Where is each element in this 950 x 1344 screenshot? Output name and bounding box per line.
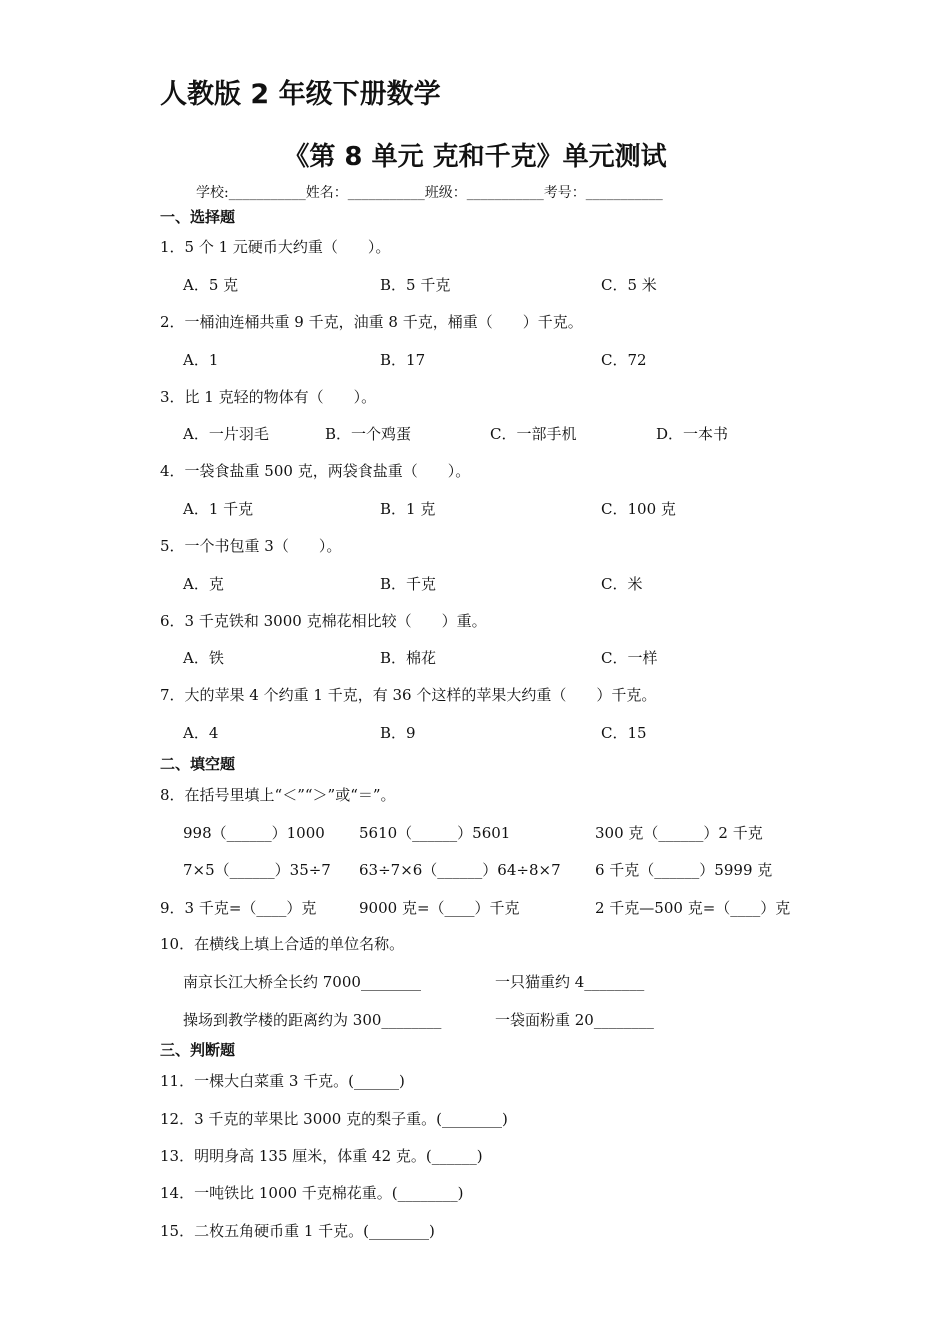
question-3: 3．比 1 克轻的物体有（ ）。 [160,388,377,406]
q6-option-c: C．一样 [601,649,658,667]
question-14: 14．一吨铁比 1000 千克棉花重。(________) [160,1184,464,1202]
q1-option-c: C．5 米 [601,276,657,294]
unit-test-title: 《第 8 单元 克和千克》单元测试 [283,142,667,172]
question-10: 10．在横线上填上合适的单位名称。 [160,935,405,953]
q2-option-a: A．1 [183,351,219,369]
question-13: 13．明明身高 135 厘米，体重 42 克。(______) [160,1147,483,1165]
q10-item-4: 一袋面粉重 20________ [495,1011,654,1029]
section-heading-fill: 二、填空题 [160,755,236,773]
q7-option-a: A．4 [183,724,219,742]
q5-option-b: B．千克 [380,575,437,593]
question-12: 12．3 千克的苹果比 3000 克的梨子重。(________) [160,1110,508,1128]
q3-option-c: C．一部手机 [490,425,577,443]
q1-option-a: A．5 克 [183,276,239,294]
question-8: 8．在括号里填上“＜”“＞”或“＝”。 [160,786,396,804]
section-heading-judge: 三、判断题 [160,1041,236,1059]
q8-item-4: 7×5（______）35÷7 [183,861,331,879]
q7-option-b: B．9 [380,724,416,742]
q8-item-5: 63÷7×6（______）64÷8×7 [359,861,561,879]
q4-option-a: A．1 千克 [183,500,254,518]
section-heading-choice: 一、选择题 [160,208,236,226]
q3-option-d: D．一本书 [656,425,729,443]
q8-item-1: 998（______）1000 [183,824,325,842]
q6-option-a: A．铁 [183,649,224,667]
q3-option-b: B．一个鸡蛋 [325,425,412,443]
question-9-item-1: 9．3 千克=（____）克 [160,899,317,917]
question-7: 7．大的苹果 4 个约重 1 千克，有 36 个这样的苹果大约重（ ）千克。 [160,686,657,704]
q1-option-b: B．5 千克 [380,276,451,294]
question-1: 1．5 个 1 元硬币大约重（ ）。 [160,238,391,256]
student-info-line: 学校:___________姓名：___________班级：___________考号：___________ [196,185,663,201]
q2-option-c: C．72 [601,351,647,369]
q3-option-a: A．一片羽毛 [183,425,269,443]
q7-option-c: C．15 [601,724,647,742]
question-9-item-3: 2 千克—500 克=（____）克 [595,899,791,917]
q10-item-2: 一只猫重约 4________ [495,973,645,991]
q8-item-2: 5610（______）5601 [359,824,511,842]
question-4: 4．一袋食盐重 500 克，两袋食盐重（ ）。 [160,462,471,480]
q6-option-b: B．棉花 [380,649,437,667]
q8-item-3: 300 克（______）2 千克 [595,824,763,842]
q10-item-1: 南京长江大桥全长约 7000________ [183,973,421,991]
question-6: 6．3 千克铁和 3000 克棉花相比较（ ）重。 [160,612,487,630]
q5-option-a: A．克 [183,575,224,593]
question-2: 2．一桶油连桶共重 9 千克，油重 8 千克，桶重（ ）千克。 [160,313,583,331]
grade-title: 人教版 2 年级下册数学 [160,79,441,110]
q4-option-b: B．1 克 [380,500,436,518]
q8-item-6: 6 千克（______）5999 克 [595,861,773,879]
q10-item-3: 操场到教学楼的距离约为 300________ [183,1011,442,1029]
q4-option-c: C．100 克 [601,500,676,518]
question-15: 15．二枚五角硬币重 1 千克。(________) [160,1222,435,1240]
question-11: 11．一棵大白菜重 3 千克。(______) [160,1072,405,1090]
q5-option-c: C．米 [601,575,643,593]
question-5: 5．一个书包重 3（ ）。 [160,537,342,555]
q2-option-b: B．17 [380,351,426,369]
question-9-item-2: 9000 克=（____）千克 [359,899,520,917]
